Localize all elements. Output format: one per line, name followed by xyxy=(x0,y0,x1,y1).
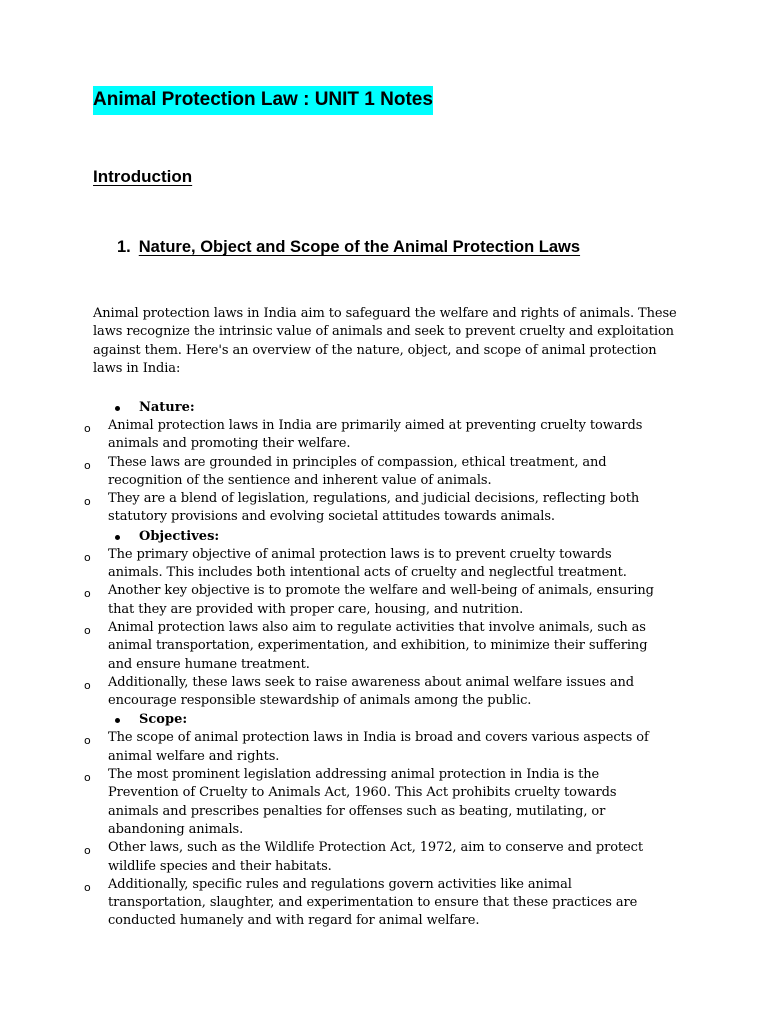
list-item-text: Other laws, such as the Wildlife Protection Act, 1972, aim to conserve and protect wildlife species and their habitats. xyxy=(108,840,643,874)
hollow-bullet-icon: o xyxy=(84,550,91,564)
list-item xyxy=(0,729,668,766)
list-item xyxy=(0,454,668,491)
hollow-bullet-icon: o xyxy=(84,734,91,748)
list-item xyxy=(0,876,668,931)
bullet-dot-icon xyxy=(115,406,120,411)
list-item-text: Animal protection laws in India are primarily aimed at preventing cruelty towards animals and promoting their welfare. xyxy=(108,418,643,452)
list-item xyxy=(0,619,668,674)
list-item xyxy=(0,766,668,839)
list-item-text: These laws are grounded in principles of compassion, ethical treatment, and recognition of the sentience and inherent value of animals. xyxy=(108,454,607,488)
hollow-bullet-icon: o xyxy=(84,678,91,692)
document-title: Animal Protection Law : UNIT 1 Notes xyxy=(93,86,433,115)
bullet-heading-label: Scope: xyxy=(139,712,188,728)
list-item-text: Animal protection laws also aim to regulate activities that involve animals, such as animal transportation, experimentation, and exhibition, to minimize their suffering and ensure humane treatment. xyxy=(108,619,648,672)
list-item-text: The most prominent legislation addressing animal protection in India is the Prevention of Cruelty to Animals Act, 1960. This Act prohibits cruelty towards animals and prescribes penalties for offenses such as beating, mutilating, or abandoning animals. xyxy=(108,767,617,837)
list-item xyxy=(0,417,668,454)
list-item xyxy=(0,582,668,619)
bullet-dot-icon xyxy=(115,718,120,723)
hollow-bullet-icon: o xyxy=(84,880,91,894)
list-item-text: The primary objective of animal protection laws is to prevent cruelty towards animals. This includes both intentional acts of cruelty and neglectful treatment. xyxy=(108,546,627,581)
outline-list xyxy=(0,398,768,931)
hollow-bullet-icon: o xyxy=(84,587,91,601)
hollow-bullet-icon: o xyxy=(84,771,91,785)
section-number: 1. xyxy=(117,238,131,256)
bullet-heading-label: Objectives: xyxy=(139,528,220,544)
list-item-text: Another key objective is to promote the welfare and well-being of animals, ensuring that they are provided with proper care, housing, and nutrition. xyxy=(108,583,654,617)
bullet-dot-icon xyxy=(115,535,120,540)
list-item xyxy=(0,839,668,876)
bullet-heading xyxy=(0,710,768,729)
hollow-bullet-icon: o xyxy=(84,844,91,858)
hollow-bullet-icon: o xyxy=(84,422,91,435)
hollow-bullet-icon: o xyxy=(84,495,91,509)
list-item-text: They are a blend of legislation, regulations, and judicial decisions, reflecting both statutory provisions and evolving societal attitudes towards animals. xyxy=(108,491,640,525)
section-heading xyxy=(117,236,580,258)
list-item-text: Additionally, specific rules and regulations govern activities like animal transportation, slaughter, and experimentation to ensure that these practices are conducted humanely and with regard for animal welfare. xyxy=(108,876,638,929)
list-item xyxy=(0,490,668,527)
intro-paragraph: Animal protection laws in India aim to safeguard the welfare and rights of animals. These laws recognize the intrinsic value of animals and seek to prevent cruelty and exploitation against them. Here's an overview of the nature, object, and scope of animal protection laws in India: xyxy=(93,306,677,376)
section-title: Nature, Object and Scope of the Animal Protection Laws xyxy=(138,238,581,256)
list-item-text: The scope of animal protection laws in India is broad and covers various aspects of animal welfare and rights. xyxy=(108,730,649,764)
hollow-bullet-icon: o xyxy=(84,458,91,472)
list-item-text: Additionally, these laws seek to raise awareness about animal welfare issues and encourage responsible stewardship of animals among the public. xyxy=(108,674,634,709)
bullet-heading-label: Nature: xyxy=(139,400,195,415)
introduction-heading: Introduction xyxy=(93,167,193,186)
bullet-heading xyxy=(0,398,768,417)
hollow-bullet-icon: o xyxy=(84,623,91,637)
list-item xyxy=(0,674,668,711)
list-item xyxy=(0,546,668,583)
bullet-heading xyxy=(0,527,768,546)
